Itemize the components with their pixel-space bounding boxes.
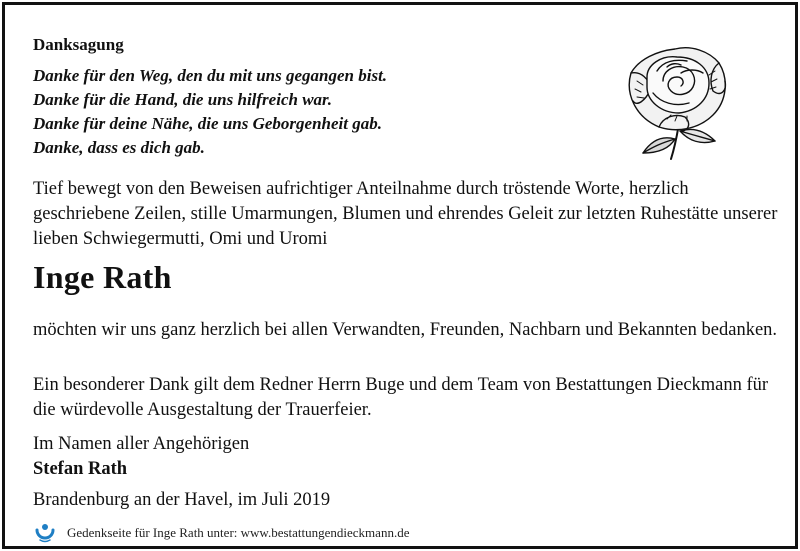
deceased-name: Inge Rath bbox=[33, 259, 172, 295]
intro-text: Tief bewegt von den Beweisen aufrichtiger Anteilnahme durch tröstende Worte, herzlich geschriebene Zeilen, stille Umarmungen, Blumen und ehrendes Geleit zur letzten Ruhestätte unserer lieben Schwiegermutti, Omi und Uromi bbox=[33, 179, 778, 249]
place-date: Brandenburg an der Havel, im Juli 2019 bbox=[33, 490, 331, 510]
thanks-text: möchten wir uns ganz herzlich bei allen Verwandten, Freunden, Nachbarn und Bekannten bedanken. bbox=[33, 320, 778, 340]
notice-heading: Danksagung bbox=[33, 35, 124, 54]
memorial-logo-icon bbox=[33, 520, 57, 544]
verse-line-2: Danke für die Hand, die uns hilfreich war. bbox=[33, 90, 332, 109]
verse-line-3: Danke für deine Nähe, die uns Geborgenheit gab. bbox=[33, 114, 382, 133]
verse-line-1: Danke für den Weg, den du mit uns gegangen bist. bbox=[33, 66, 388, 85]
obituary-notice bbox=[2, 2, 798, 549]
verse bbox=[33, 64, 387, 160]
signer-name: Stefan Rath bbox=[33, 459, 128, 479]
special-thanks-text: Ein besonderer Dank gilt dem Redner Herrn Buge und dem Team von Bestattungen Dieckmann für die würdevolle Ausgestaltung der Trauerfeier. bbox=[33, 375, 769, 420]
rose-illustration bbox=[617, 31, 737, 161]
behalf-text: Im Namen aller Angehörigen bbox=[33, 434, 250, 454]
verse-line-4: Danke, dass es dich gab. bbox=[33, 138, 205, 157]
memorial-page-link[interactable]: Gedenkseite für Inge Rath unter: www.bestattungendieckmann.de bbox=[67, 525, 410, 540]
